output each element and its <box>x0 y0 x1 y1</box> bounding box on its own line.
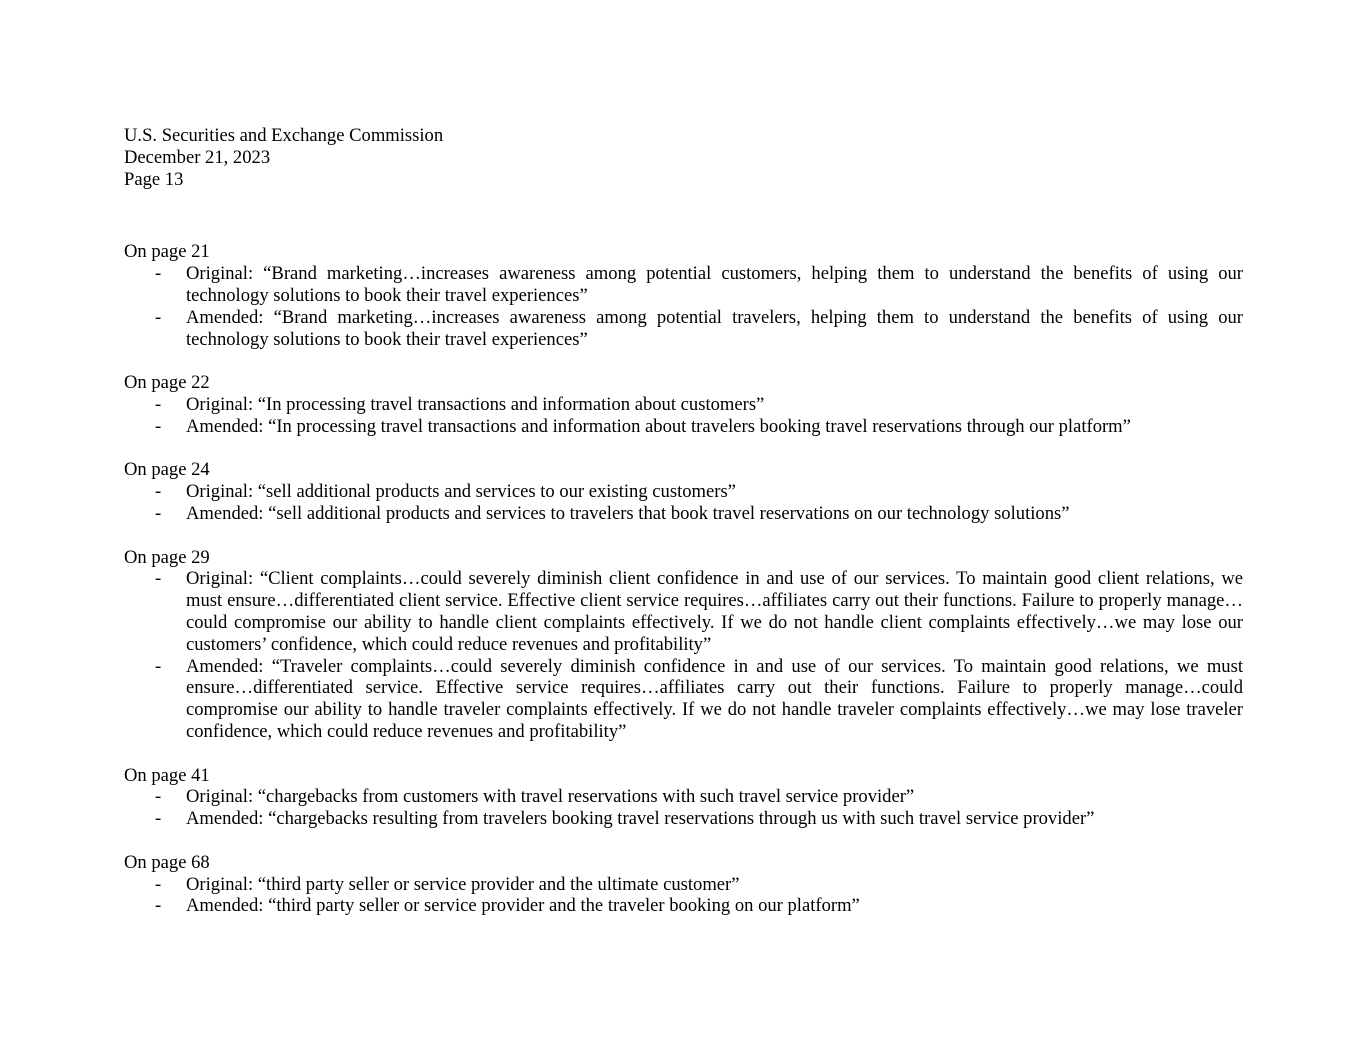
section-title: On page 22 <box>124 372 210 394</box>
item-text: Amended: “sell additional products and services to travelers that book travel reservations on our technology solutions” <box>186 502 1070 524</box>
list-item <box>124 808 1243 830</box>
item-text: Original: “chargebacks from customers with travel reservations with such travel service provider” <box>186 786 915 808</box>
bullet-dash: - <box>155 895 162 917</box>
bullet-dash: - <box>155 873 162 895</box>
change-list <box>124 874 1243 918</box>
list-item <box>124 874 1243 896</box>
item-text: Original: “third party seller or service provider and the ultimate customer” <box>186 873 740 895</box>
bullet-dash: - <box>155 502 162 524</box>
item-text: Original: “Brand marketing…increases awareness among potential customers, helping them to understand the benefits of using our technology solutions to book their travel experiences” <box>186 263 1243 306</box>
bullet-dash: - <box>155 263 162 285</box>
page-section <box>124 765 1243 830</box>
change-list <box>124 263 1243 350</box>
item-text: Amended: “third party seller or service provider and the traveler booking on our platform” <box>186 895 860 917</box>
bullet-dash: - <box>155 655 162 677</box>
page-section <box>124 241 1243 350</box>
bullet-dash: - <box>155 568 162 590</box>
recipient-line: U.S. Securities and Exchange Commission <box>124 125 444 146</box>
bullet-dash: - <box>155 808 162 830</box>
list-item <box>124 895 1243 917</box>
bullet-dash: - <box>155 481 162 503</box>
change-list <box>124 786 1243 830</box>
item-text: Amended: “In processing travel transactions and information about travelers booking travel reservations through our platform” <box>186 415 1131 437</box>
list-item <box>124 481 1243 503</box>
section-title: On page 21 <box>124 241 210 263</box>
amendment-sections <box>124 241 1243 917</box>
section-title: On page 24 <box>124 459 210 481</box>
list-item <box>124 656 1243 743</box>
section-title: On page 41 <box>124 764 210 786</box>
date-line: December 21, 2023 <box>124 146 271 168</box>
section-title: On page 29 <box>124 546 210 568</box>
bullet-dash: - <box>155 415 162 437</box>
item-text: Original: “sell additional products and services to our existing customers” <box>186 481 736 503</box>
list-item <box>124 416 1243 438</box>
list-item <box>124 786 1243 808</box>
page-section <box>124 852 1243 917</box>
change-list <box>124 394 1243 438</box>
item-text: Amended: “Traveler complaints…could severely diminish confidence in and use of our services. To maintain good relations, we must ensure…differentiated service. Effective service requires…affiliates carry out their functions. Failure to properly manage…could compromise our ability to handle traveler complaints effectively. If we do not handle traveler complaints effectively…we may lose traveler confidence, which could reduce revenues and profitability” <box>186 655 1243 742</box>
item-text: Original: “In processing travel transactions and information about customers” <box>186 393 765 415</box>
bullet-dash: - <box>155 306 162 328</box>
item-text: Amended: “chargebacks resulting from travelers booking travel reservations through us with such travel service provider” <box>186 808 1095 830</box>
list-item <box>124 394 1243 416</box>
page-number-line: Page 13 <box>124 168 184 190</box>
page-section <box>124 459 1243 524</box>
letter-header <box>124 125 1243 190</box>
change-list <box>124 481 1243 525</box>
document-page <box>124 125 1243 939</box>
bullet-dash: - <box>155 786 162 808</box>
page-section <box>124 547 1243 743</box>
item-text: Amended: “Brand marketing…increases awareness among potential travelers, helping them to understand the benefits of using our technology solutions to book their travel experiences” <box>186 306 1243 350</box>
page-section <box>124 372 1243 437</box>
change-list <box>124 568 1243 742</box>
list-item <box>124 307 1243 351</box>
section-title: On page 68 <box>124 851 210 873</box>
bullet-dash: - <box>155 393 162 415</box>
list-item <box>124 568 1243 655</box>
list-item <box>124 503 1243 525</box>
list-item <box>124 263 1243 307</box>
item-text: Original: “Client complaints…could severely diminish client confidence in and use of our services. To maintain good client relations, we must ensure…differentiated client service. Effective client service requires…affiliates carry out their functions. Failure to properly manage…could compromise our ability to handle client complaints effectively. If we do not handle client complaints effectively…we may lose our customers’ confidence, which could reduce revenues and profitability” <box>186 568 1243 655</box>
